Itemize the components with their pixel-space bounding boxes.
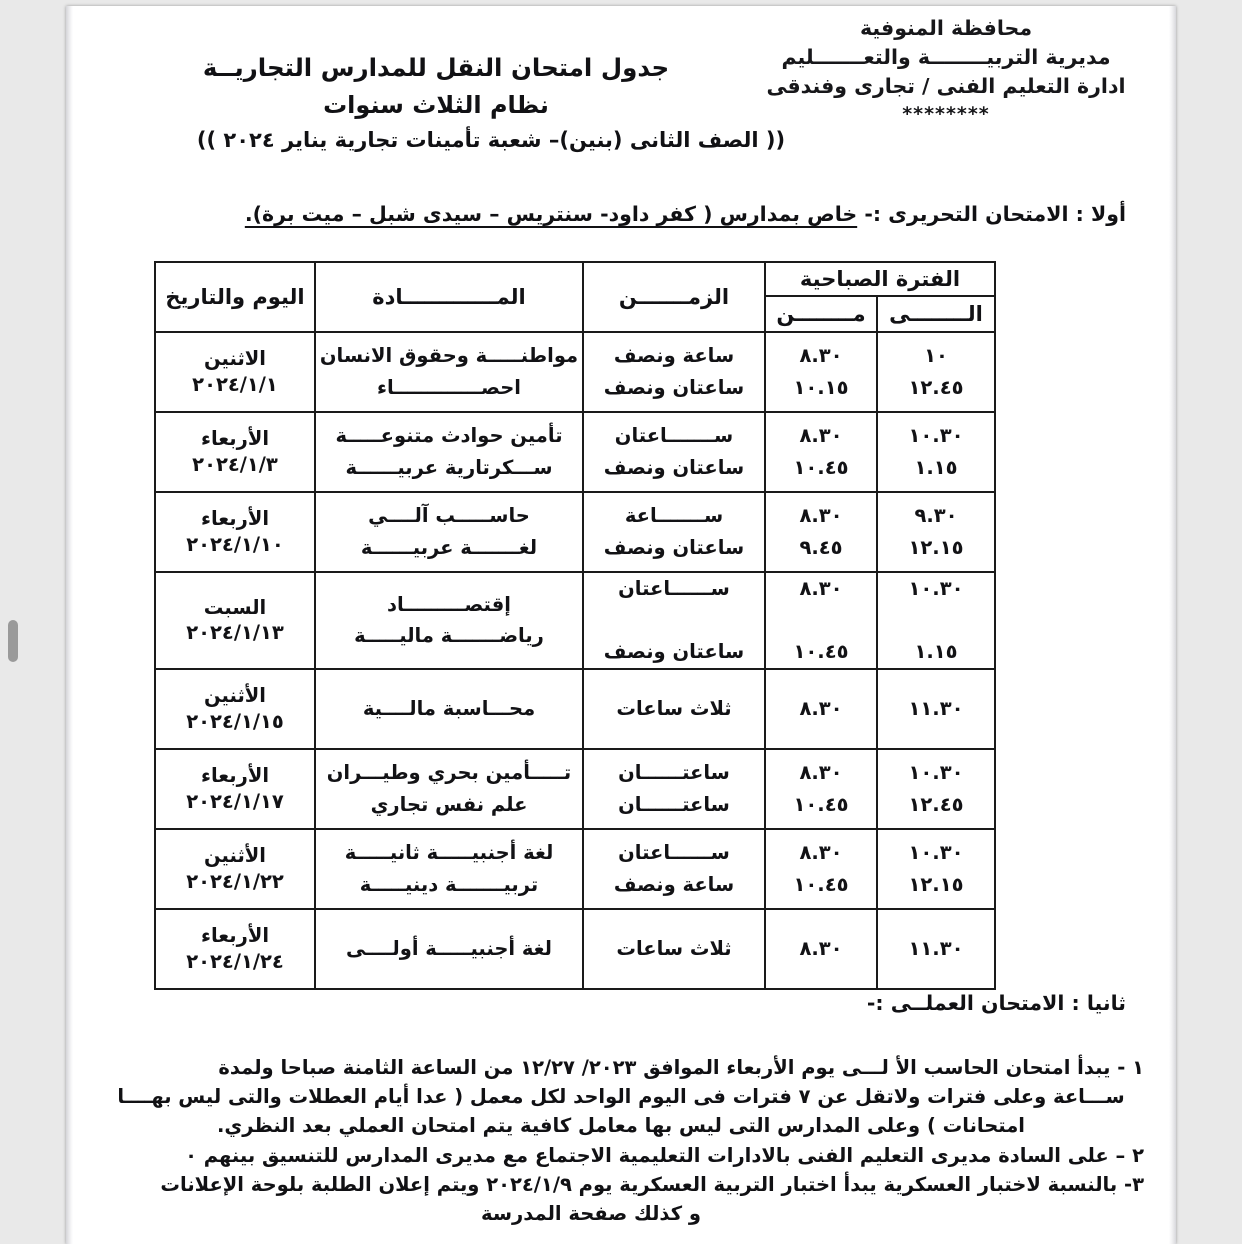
cell-time-to <box>877 669 995 749</box>
schedule-table <box>154 261 996 990</box>
time-from-1: ٨.٣٠ <box>799 344 843 368</box>
cell-day-date <box>155 492 315 572</box>
date-value: ٢٠٢٤/١/١٧ <box>186 789 284 813</box>
table-row <box>155 492 995 572</box>
cell-time-from <box>765 749 877 829</box>
time-to-1: ١٠ <box>924 344 948 368</box>
note-item <box>98 1171 1144 1229</box>
note-number: ١ - <box>1117 1056 1144 1079</box>
practical-exam-heading: ثانيا : الامتحان العملــى :- <box>866 991 1126 1015</box>
cell-time-to <box>877 332 995 412</box>
time-to-1: ٩.٣٠ <box>914 504 958 528</box>
time-from-2: ١٠.١٥ <box>793 376 849 399</box>
note-text: على السادة مديرى التعليم الفنى بالادارات التعليمية الاجتماع مع مديرى المدارس للتنسيق بينهم ٠ <box>185 1143 1109 1167</box>
cell-duration <box>583 669 765 749</box>
department-name: ادارة التعليم الفنى / تجارى وفندقى <box>766 74 1126 99</box>
cell-day-date <box>155 909 315 989</box>
note-number: ٣- <box>1124 1173 1144 1197</box>
time-from-2: ١٠.٤٥ <box>793 456 849 479</box>
cell-subject <box>315 909 583 989</box>
time-from-1: ٨.٣٠ <box>799 504 843 528</box>
time-to-2: ١٢.١٥ <box>908 536 964 559</box>
table-row <box>155 332 995 412</box>
cell-duration <box>583 749 765 829</box>
duration-2: ساعة ونصف <box>613 872 735 896</box>
cell-day-date <box>155 669 315 749</box>
time-to-2: ١٢.٤٥ <box>908 376 964 399</box>
day-name: الأربعاء <box>200 427 270 451</box>
cell-subject <box>315 332 583 412</box>
subject-1: لغة أجنبيـــــة أولــــى <box>345 936 553 960</box>
day-name: الأربعاء <box>200 764 270 787</box>
table-row <box>155 909 995 989</box>
time-to-2: ١.١٥ <box>914 640 958 664</box>
time-from-2: ٩.٤٥ <box>799 536 843 559</box>
subject-2: احصـــــــــــــاء <box>377 376 521 399</box>
cell-day-date <box>155 749 315 829</box>
header-subject: المـــــــــــــادة <box>315 262 583 332</box>
duration-1: ثلاث ساعات <box>616 936 732 960</box>
date-value: ٢٠٢٤/١/٢٢ <box>186 869 284 893</box>
note-line <box>98 1171 1144 1200</box>
time-to-2: ١٢.١٥ <box>908 872 964 896</box>
time-from-1: ٨.٣٠ <box>799 696 843 720</box>
subject-2: ســـكرتارية عربيــــــة <box>345 456 553 479</box>
grade-subtitle: (( الصف الثانى (بنين)– شعبة تأمينات تجارية يناير ٢٠٢٤ )) <box>196 127 786 152</box>
duration-2: ساعتان ونصف <box>603 456 745 479</box>
time-to-2: ١.١٥ <box>914 456 958 479</box>
cell-time-to <box>877 749 995 829</box>
cell-time-to <box>877 909 995 989</box>
time-from-1: ٨.٣٠ <box>799 577 843 600</box>
note-line <box>98 1054 1144 1083</box>
time-to-1: ١١.٣٠ <box>908 696 964 720</box>
cell-time-to <box>877 829 995 909</box>
cell-duration <box>583 412 765 492</box>
time-from-2: ١٠.٤٥ <box>793 872 849 896</box>
note-number: ٢ – <box>1115 1143 1144 1167</box>
subject-1: محـــاسبة مالــــية <box>362 696 536 720</box>
cell-time-to <box>877 412 995 492</box>
written-exam-scope: خاص بمدارس ( كفر داود- سنتريس – سيدى شبل – ميت برة). <box>244 202 858 226</box>
subject-1: تأمين حوادث متنوعـــــة <box>335 424 563 448</box>
duration-2: ساعتان ونصف <box>603 640 745 664</box>
cell-duration <box>583 572 765 669</box>
date-value: ٢٠٢٤/١/١٥ <box>186 709 284 733</box>
notes-list <box>98 1054 1144 1230</box>
page-content <box>76 6 1166 1244</box>
table-head <box>155 262 995 332</box>
duration-1: ثلاث ساعات <box>616 696 732 720</box>
duration-1: ســــــاعتان <box>618 841 730 865</box>
day-name: الاثنين <box>204 347 266 371</box>
schedule-table-container <box>156 261 996 990</box>
written-exam-heading <box>245 202 1126 226</box>
date-value: ٢٠٢٤/١/٣ <box>192 453 278 476</box>
table-row <box>155 749 995 829</box>
table-row <box>155 572 995 669</box>
time-to-1: ١١.٣٠ <box>908 936 964 960</box>
time-from-1: ٨.٣٠ <box>799 936 843 960</box>
cell-day-date <box>155 332 315 412</box>
document-page <box>66 6 1176 1244</box>
time-from-1: ٨.٣٠ <box>799 761 843 785</box>
cell-day-date <box>155 572 315 669</box>
cell-subject <box>315 669 583 749</box>
spacer <box>766 605 876 637</box>
spacer <box>584 605 764 637</box>
header-day-date: اليوم والتاريخ <box>155 262 315 332</box>
written-exam-label: أولا : الامتحان التحريرى :- <box>864 202 1126 226</box>
page-title: جدول امتحان النقل للمدارس التجاريــة <box>202 53 670 82</box>
organization-block <box>736 14 1156 128</box>
header-duration: الزمـــــــن <box>583 262 765 332</box>
cell-time-from <box>765 909 877 989</box>
cell-subject <box>315 829 583 909</box>
date-value: ٢٠٢٤/١/١٠ <box>186 533 284 556</box>
governorate-name: محافظة المنوفية <box>859 16 1033 40</box>
table-row <box>155 669 995 749</box>
document-header <box>76 6 1166 174</box>
day-name: الأربعاء <box>200 507 270 531</box>
table-body <box>155 332 995 989</box>
note-text: يبدأ امتحان الحاسب الأ لـــى يوم الأربعاء الموافق ٢٠٢٣/ ١٢/٢٧ من الساعة الثامنة صباحا ولمدة <box>218 1056 1111 1079</box>
cell-subject <box>315 749 583 829</box>
table-row <box>155 829 995 909</box>
date-value: ٢٠٢٤/١/٢٤ <box>186 949 284 973</box>
duration-1: ســـــــاعة <box>624 504 724 528</box>
subject-1: حاســـــب آلــــي <box>368 504 530 528</box>
time-to-1: ١٠.٣٠ <box>908 761 964 785</box>
time-to-1: ١٠.٣٠ <box>908 577 964 600</box>
cell-time-from <box>765 669 877 749</box>
note-line: امتحانات ) وعلى المدارس التى ليس بها معامل كافية يتم امتحان العملي بعد النظري. <box>217 1113 1025 1137</box>
cell-subject <box>315 572 583 669</box>
date-value: ٢٠٢٤/١/١٣ <box>186 621 284 645</box>
note-line: ســـاعة وعلى فترات ولاتقل عن ٧ فترات فى اليوم الواحد لكل معمل ( عدا أيام العطلات والتى ليس بهــــا <box>117 1084 1125 1108</box>
table-header-row-1 <box>155 262 995 296</box>
subject-2: تربيـــــــة دينيـــــة <box>359 872 539 896</box>
header-time-from: مــــــــن <box>765 296 877 332</box>
header-morning-period: الفترة الصباحية <box>765 262 995 296</box>
duration-1: ساعتــــــان <box>618 761 730 785</box>
cell-duration <box>583 332 765 412</box>
time-to-1: ١٠.٣٠ <box>908 424 964 448</box>
time-from-1: ٨.٣٠ <box>799 841 843 865</box>
subject-1: تـــــأمين بحري وطيـــران <box>326 761 572 785</box>
duration-1: ساعة ونصف <box>613 344 735 368</box>
note-line: و كذلك صفحة المدرسة <box>481 1202 701 1226</box>
subject-2: رياضـــــــة ماليـــــة <box>354 624 544 648</box>
date-value: ٢٠٢٤/١/١ <box>192 373 278 396</box>
table-row <box>155 412 995 492</box>
subject-1: إقتصـــــــــاد <box>387 592 511 616</box>
day-name: الأثنين <box>204 684 266 707</box>
day-name: الأربعاء <box>200 924 270 947</box>
subject-1: مواطنـــــة وحقوق الانسان <box>319 344 579 368</box>
cell-day-date <box>155 829 315 909</box>
system-subtitle: نظام الثلاث سنوات <box>323 90 549 119</box>
subject-2: علم نفس تجاري <box>370 792 528 816</box>
cell-time-from <box>765 492 877 572</box>
day-name: الأثنين <box>204 844 266 867</box>
cell-time-to <box>877 572 995 669</box>
day-name: السبت <box>203 595 267 619</box>
cell-time-from <box>765 572 877 669</box>
duration-2: ساعتان ونصف <box>603 536 745 559</box>
cell-subject <box>315 412 583 492</box>
cell-time-to <box>877 492 995 572</box>
duration-2: ساعتان ونصف <box>603 376 745 399</box>
cell-duration <box>583 492 765 572</box>
separator-stars: ******** <box>902 103 990 126</box>
time-to-1: ١٠.٣٠ <box>908 841 964 865</box>
note-text: بالنسبة لاختبار العسكرية يبدأ اختبار التربية العسكرية يوم ٢٠٢٤/١/٩ ويتم إعلان الطلبة بلوحة الإعلانات <box>160 1173 1118 1197</box>
time-to-2: ١٢.٤٥ <box>908 792 964 816</box>
cell-time-from <box>765 412 877 492</box>
cell-time-from <box>765 829 877 909</box>
note-item <box>98 1142 1144 1171</box>
cell-duration <box>583 909 765 989</box>
scrollbar-thumb[interactable] <box>8 620 18 662</box>
duration-2: ساعتــــــان <box>618 792 730 816</box>
cell-day-date <box>155 412 315 492</box>
cell-duration <box>583 829 765 909</box>
duration-1: ســـــــاعتان <box>614 424 734 448</box>
note-line <box>98 1142 1144 1171</box>
subject-1: لغة أجنبيـــــة ثانيـــــة <box>344 841 554 865</box>
time-from-2: ١٠.٤٥ <box>793 792 849 816</box>
time-from-2: ١٠.٤٥ <box>793 640 849 664</box>
note-item <box>98 1054 1144 1141</box>
duration-1: ســــــاعتان <box>618 577 730 600</box>
time-from-1: ٨.٣٠ <box>799 424 843 448</box>
cell-subject <box>315 492 583 572</box>
header-time-to: الــــــــى <box>877 296 995 332</box>
title-block <box>136 50 786 156</box>
subject-2: لغـــــــة عربيــــــة <box>360 536 538 559</box>
cell-time-from <box>765 332 877 412</box>
spacer <box>878 605 994 637</box>
directorate-name: مديرية التربيــــــــة والتعـــــــليم <box>781 45 1111 70</box>
